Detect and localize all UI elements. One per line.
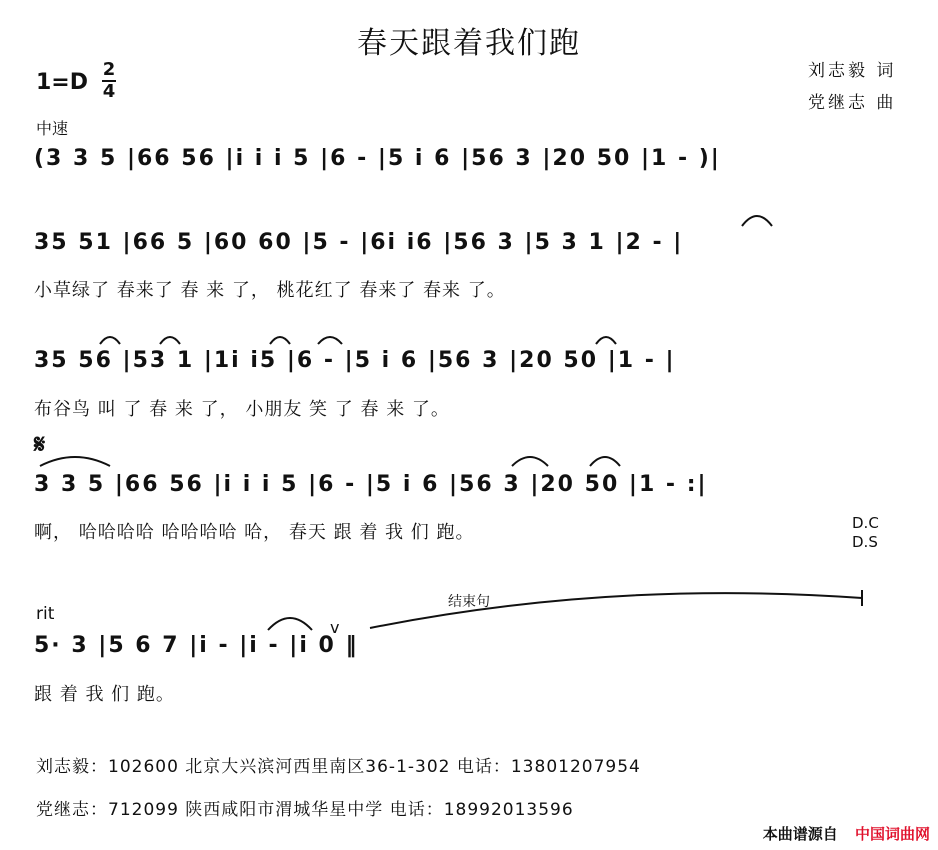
ritardando-mark: rit — [36, 604, 55, 624]
system-2-lyrics: 小草绿了 春来了 春 来 了， 桃花红了 春来了 春来 了。 — [34, 280, 506, 301]
system-4-notes: 3 3 5 |66 56 |i i i 5 |6 - |5 i 6 |56 3 |20 50 |1 - :| — [34, 472, 708, 497]
system-5-notes: 5· 3 |5 6 7 |i - |i - |i 0 ‖ — [34, 633, 359, 658]
slur — [40, 457, 110, 466]
segno-sign: 𝄋 — [34, 430, 46, 460]
system-3-lyrics: 布谷鸟 叫 了 春 来 了， 小朋友 笑 了 春 来 了。 — [34, 399, 450, 420]
slur — [512, 457, 548, 466]
system-3-notes: 35 56 |53 1 |1i i5 |6 - |5 i 6 |56 3 |20 50 |1 - | — [34, 348, 676, 373]
source-credit — [763, 823, 930, 844]
ending-bracket — [370, 593, 862, 628]
slur — [596, 337, 616, 344]
slur — [590, 457, 620, 466]
slur — [100, 337, 120, 344]
dal-segno-mark: D.S — [852, 533, 878, 551]
slur — [742, 216, 772, 226]
time-signature-bottom: 4 — [102, 81, 116, 102]
time-signature-top: 2 — [102, 59, 116, 80]
tempo-marking: 中速 — [36, 119, 69, 138]
key-signature: 1=D — [36, 70, 89, 95]
slur — [160, 337, 180, 344]
slur — [318, 337, 342, 344]
slur — [270, 337, 290, 344]
breath-mark: v — [330, 618, 340, 637]
footer-line-2: 党继志：712099 陕西咸阳市渭城华星中学 电话：18992013596 — [36, 800, 574, 820]
ending-label: 结束句 — [448, 594, 490, 610]
source-prefix: 本曲谱源自 — [762, 825, 838, 843]
system-4-lyrics: 啊， 哈哈哈哈 哈哈哈哈 哈， 春天 跟 着 我 们 跑。 — [34, 522, 475, 543]
footer-line-1: 刘志毅：102600 北京大兴滨河西里南区36-1-302 电话：13801207954 — [36, 757, 641, 777]
system-5-lyrics: 跟 着 我 们 跑。 — [34, 684, 175, 705]
composer-credit: 党继志 曲 — [808, 93, 897, 113]
system-2-notes: 35 51 |66 5 |60 60 |5 - |6i i6 |56 3 |5 3 1 |2 - | — [34, 230, 684, 255]
system-1-notes: (3 3 5 |66 56 |i i i 5 |6 - |5 i 6 |56 3 |20 50 |1 - )| — [34, 146, 721, 171]
source-site[interactable]: 中国词曲网 — [854, 825, 930, 843]
lyricist-credit: 刘志毅 词 — [808, 61, 897, 81]
page-title: 春天跟着我们跑 — [357, 26, 581, 61]
slur — [268, 618, 312, 630]
da-capo-mark: D.C — [852, 514, 879, 532]
